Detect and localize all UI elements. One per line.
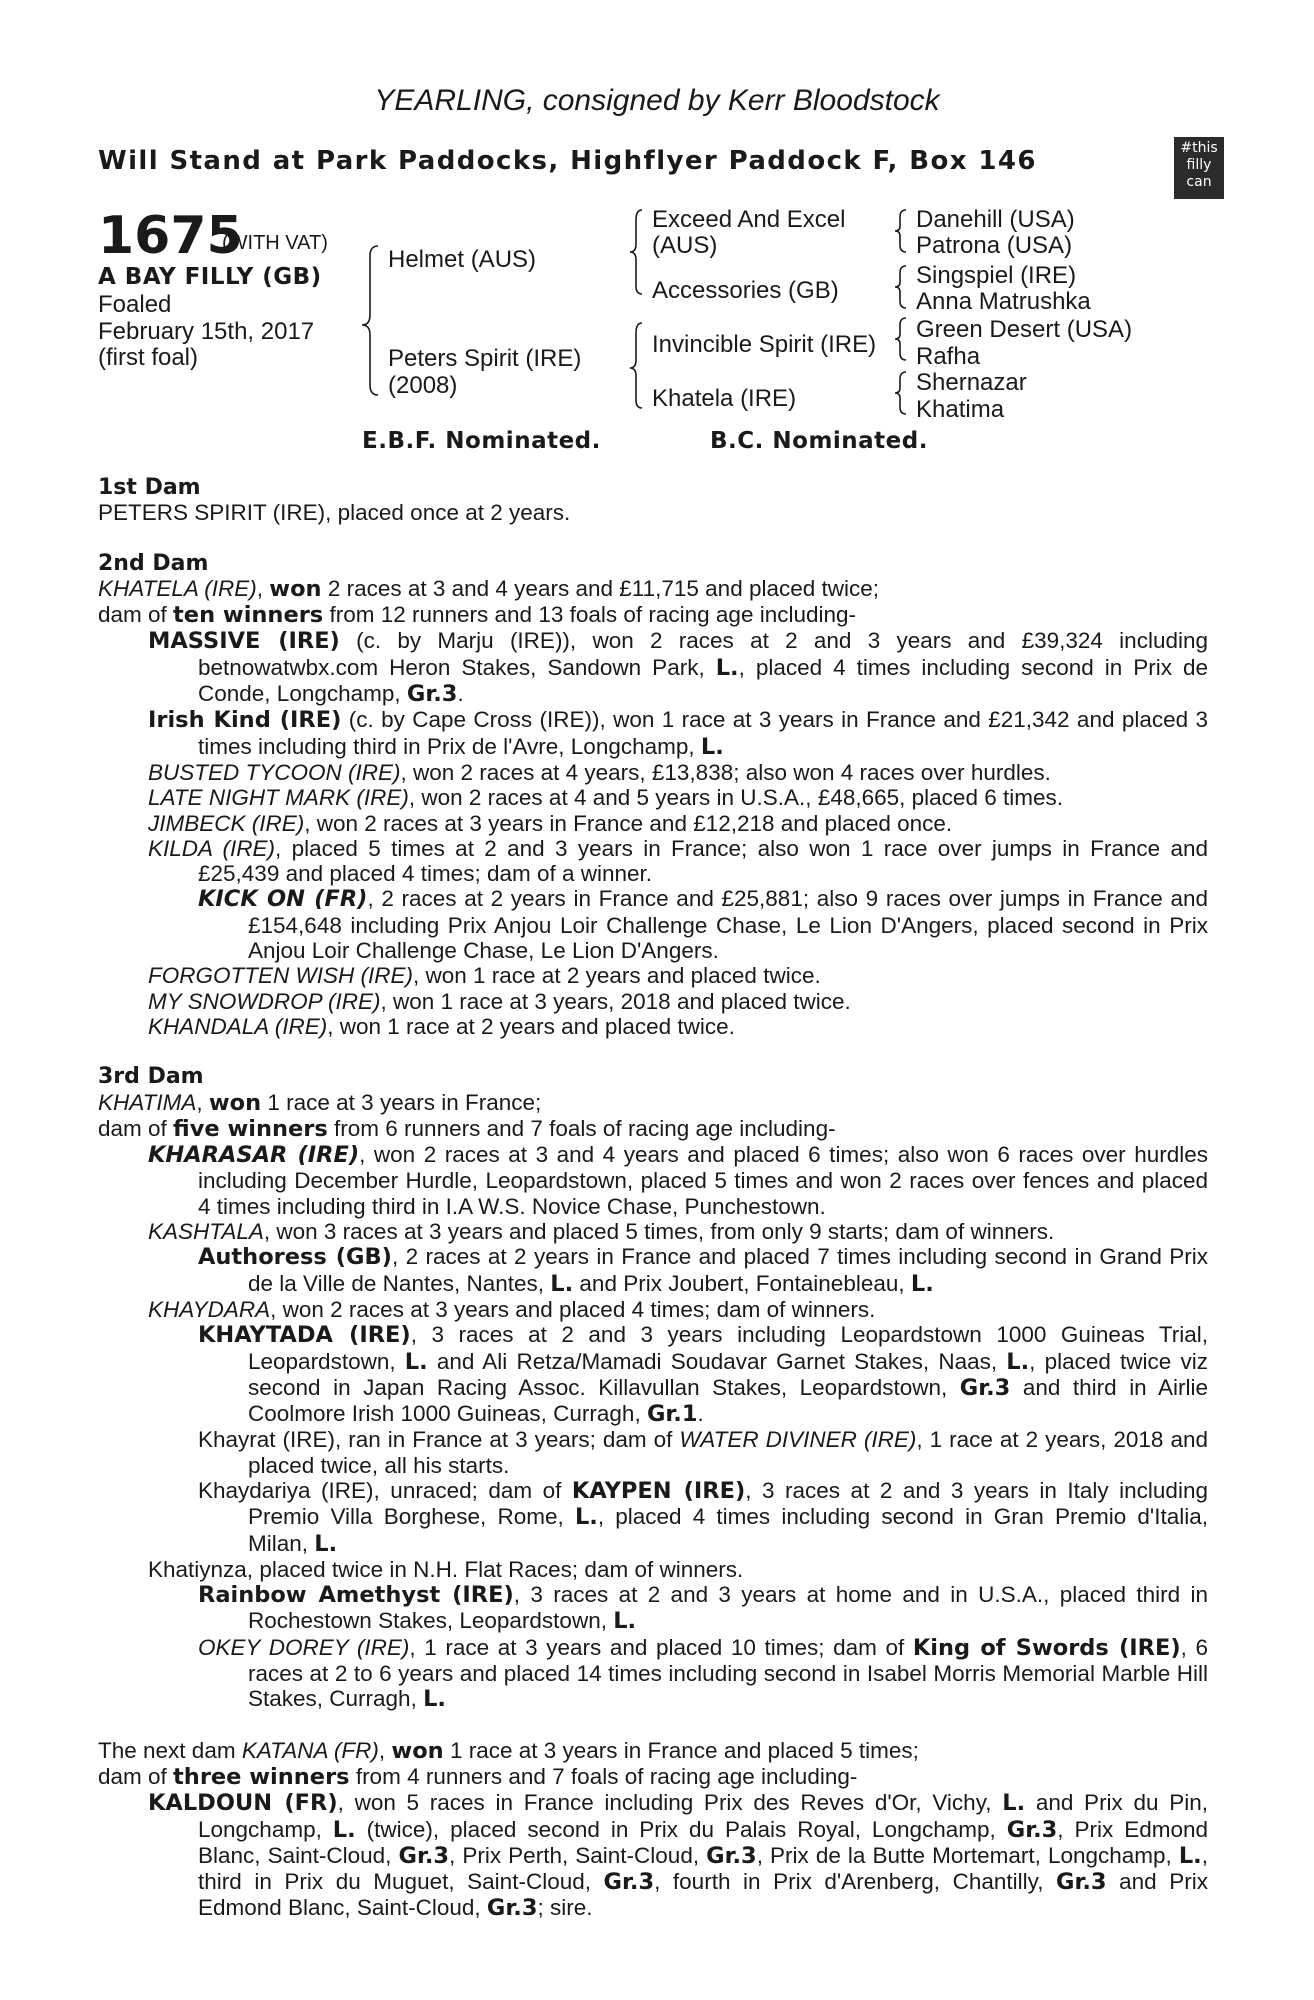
dam-dam: Khatela (IRE) (652, 385, 797, 412)
produce-entry: MY SNOWDROP (IRE), won 1 race at 3 years, 2018 and placed twice. (148, 988, 851, 1014)
sire-dam-sire: Singspiel (IRE) (916, 262, 1077, 289)
produce-entry: Khaydariya (IRE), unraced; dam of KAYPEN (IRE), 3 races at 2 and 3 years in Italy including Premio Villa Borghese, Rome, L., placed 4 times including second in Gran Premio d'Italia, Milan, L. (198, 1477, 1208, 1557)
second-dam-summary: KHATELA (IRE), won 2 races at 3 and 4 years and £11,715 and placed twice; (98, 575, 880, 602)
dam-sire: Invincible Spirit (IRE) (652, 331, 877, 358)
first-dam-text: PETERS SPIRIT (IRE), placed once at 2 years. (98, 500, 571, 526)
horse-name: A BAY FILLY (GB) (98, 264, 322, 290)
produce-entry: OKEY DOREY (IRE), 1 race at 3 years and placed 10 times; dam of King of Swords (IRE), 6 races at 2 to 6 years and placed 14 times including second in Isabel Morris Memorial Marble Hill Stakes, Curragh, L. (198, 1634, 1208, 1713)
dam-year: (2008) (388, 372, 458, 399)
produce-entry: JIMBECK (IRE), won 2 races at 3 years in France and £12,218 and placed once. (148, 810, 953, 836)
produce-entry: LATE NIGHT MARK (IRE), won 2 races at 4 and 5 years in U.S.A., £48,665, placed 6 times. (148, 785, 1063, 811)
produce-entry: KILDA (IRE), placed 5 times at 2 and 3 years in France; also won 1 race over jumps in France and £25,439 and placed 4 times; dam of a winner. (148, 835, 1208, 887)
produce-entry: KHARASAR (IRE), won 2 races at 3 and 4 years and placed 6 times; also won 6 races over hurdles including December Hurdle, Leopardstown, placed 5 times and won 2 races over fences and placed 4 times including third in I.A W.S. Novice Chase, Punchestown. (148, 1142, 1208, 1219)
second-dam-produce: dam of ten winners from 12 runners and 13 foals of racing age including- (98, 602, 857, 629)
lot-number: 1675 (98, 206, 243, 266)
produce-entry: Khatiynza, placed twice in N.H. Flat Races; dam of winners. (148, 1556, 744, 1582)
sire-dam: Accessories (GB) (652, 277, 839, 304)
foaled-date: February 15th, 2017 (98, 318, 315, 345)
produce-entry: KHAYDARA, won 2 races at 3 years and placed 4 times; dam of winners. (148, 1296, 876, 1322)
third-dam-heading: 3rd Dam (98, 1064, 204, 1090)
sire-sire-sire: Danehill (USA) (916, 206, 1075, 233)
first-dam-heading: 1st Dam (98, 475, 201, 500)
logo-line: filly (1186, 157, 1212, 173)
foaled-label: Foaled (98, 291, 172, 318)
dam-dam-dam: Khatima (916, 396, 1005, 423)
produce-entry: KHAYTADA (IRE), 3 races at 2 and 3 years including Leopardstown 1000 Guineas Trial, Leopardstown, L. and Ali Retza/Mamadi Soudavar Garnet Stakes, Naas, L., placed twice viz second in Japan Racing Assoc. Killavullan Stakes, Leopardstown, Gr.3 and third in Airlie Coolmore Irish 1000 Guineas, Curragh, Gr.1. (198, 1322, 1209, 1428)
produce-entry: FORGOTTEN WISH (IRE), won 1 race at 2 years and placed twice. (148, 963, 821, 989)
produce-entry: KALDOUN (FR), won 5 races in France including Prix des Reves d'Or, Vichy, L. and Prix du Pin, Longchamp, L. (twice), placed second in Prix du Palais Royal, Longchamp, Gr.3, Prix Edmond Blanc, Saint-Cloud, Gr.3, Prix Perth, Saint-Cloud, Gr.3, Prix de la Butte Mortemart, Longchamp, L., third in Prix du Muguet, Saint-Cloud, Gr.3, fourth in Prix d'Arenberg, Chantilly, Gr.3 and Prix Edmond Blanc, Saint-Cloud, Gr.3; sire. (148, 1790, 1208, 1922)
bc-nominated: B.C. Nominated. (710, 428, 928, 454)
first-foal-note: (first foal) (98, 344, 199, 371)
logo-line: #this (1180, 140, 1218, 156)
produce-entry: MASSIVE (IRE) (c. by Marju (IRE)), won 2 races at 2 and 3 years and £39,324 including betnowatwbx.com Heron Stakes, Sandown Park, L., placed 4 times including second in Prix de Conde, Longchamp, Gr.3. (148, 628, 1208, 708)
produce-entry: Irish Kind (IRE) (c. by Cape Cross (IRE)), won 1 race at 3 years in France and £21,342 and placed 3 times including third in Prix de l'Avre, Longchamp, L. (148, 707, 1209, 760)
dam-dam-sire: Shernazar (916, 369, 1027, 396)
sire-dam-dam: Anna Matrushka (916, 288, 1091, 315)
produce-entry: Rainbow Amethyst (IRE), 3 races at 2 and 3 years at home and in U.S.A., placed third in Rochestown Stakes, Leopardstown, L. (198, 1582, 1208, 1635)
stand-location: Will Stand at Park Paddocks, Highflyer Paddock F, Box 146 (98, 146, 1037, 176)
sire: Helmet (AUS) (388, 246, 537, 273)
vat-note: (WITH VAT) (222, 232, 328, 254)
sire-sire-dam: Patrona (USA) (916, 232, 1073, 259)
next-dam-produce: dam of three winners from 4 runners and 7 foals of racing age including- (98, 1763, 858, 1790)
dam-sire-sire: Green Desert (USA) (916, 316, 1133, 343)
produce-entry: Authoress (GB), 2 races at 2 years in France and placed 7 times including second in Grand Prix de la Ville de Nantes, Nantes, L. and Prix Joubert, Fontainebleau, L. (198, 1244, 1209, 1297)
sire-sire: Exceed And Excel (652, 206, 846, 233)
ebf-nominated: E.B.F. Nominated. (362, 428, 601, 454)
produce-entry: BUSTED TYCOON (IRE), won 2 races at 4 years, £13,838; also won 4 races over hurdles. (148, 759, 1051, 785)
sire-sire-country: (AUS) (652, 232, 718, 259)
produce-entry: KASHTALA, won 3 races at 3 years and placed 5 times, from only 9 starts; dam of winners. (148, 1219, 1055, 1245)
produce-entry: Khayrat (IRE), ran in France at 3 years; dam of WATER DIVINER (IRE), 1 race at 2 years, 2018 and placed twice, all his starts. (198, 1427, 1208, 1478)
second-dam-heading: 2nd Dam (98, 550, 209, 576)
catalogue-body (98, 475, 1208, 1922)
dam-sire-dam: Rafha (916, 343, 981, 370)
produce-entry: KHANDALA (IRE), won 1 race at 2 years and placed twice. (148, 1013, 735, 1039)
third-dam-summary: KHATIMA, won 1 race at 3 years in France; (98, 1089, 542, 1116)
page-title: YEARLING, consigned by Kerr Bloodstock (374, 84, 940, 117)
next-dam-summary: The next dam KATANA (FR), won 1 race at 3 years in France and placed 5 times; (98, 1737, 919, 1764)
third-dam-produce: dam of five winners from 6 runners and 7 foals of racing age including- (98, 1115, 836, 1142)
produce-entry: KICK ON (FR), 2 races at 2 years in France and £25,881; also 9 races over jumps in France and £154,648 including Prix Anjou Loir Challenge Chase, Le Lion D'Angers, placed second in Prix Anjou Loir Challenge Chase, Le Lion D'Angers. (198, 886, 1208, 964)
logo-line: can (1186, 174, 1212, 190)
dam: Peters Spirit (IRE) (388, 345, 582, 372)
